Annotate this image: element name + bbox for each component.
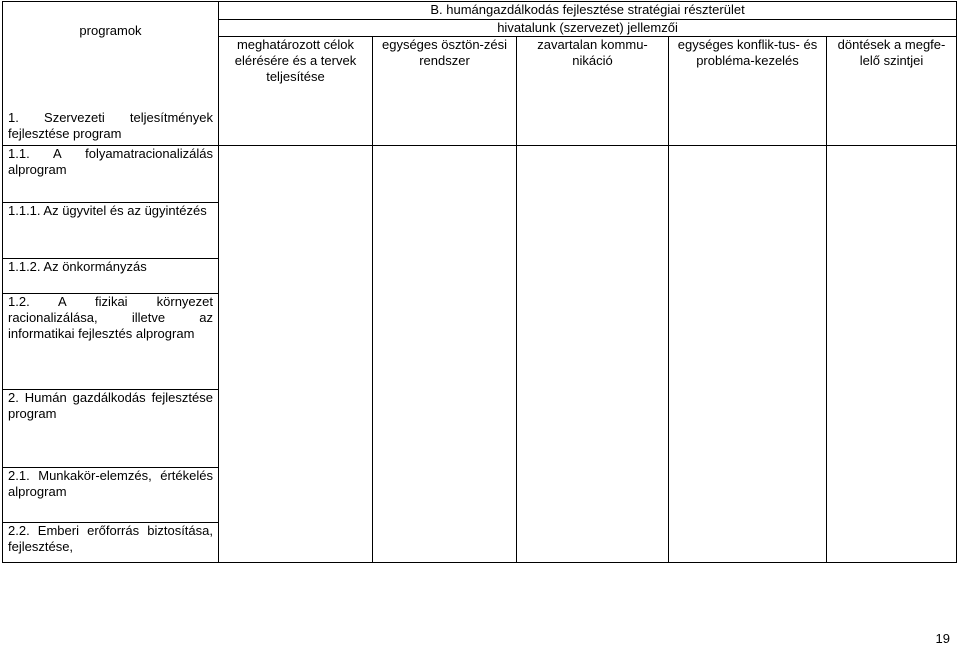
sub-header: hivatalunk (szervezet) jellemzői (219, 19, 957, 37)
column-header-conflict: egységes konflik-tus- és probléma-kezelés (669, 37, 827, 146)
table-cell (373, 146, 517, 563)
row-header: 1.1.1. Az ügyvitel és az ügyintézés (3, 203, 219, 259)
row-header: 1.1.2. Az önkormányzás (3, 259, 219, 294)
column-header-incentive: egységes ösztön-zési rendszer (373, 37, 517, 146)
table-cell (669, 146, 827, 563)
column-header-communication: zavartalan kommu-nikáció (517, 37, 669, 146)
corner-title: programok (79, 23, 142, 38)
row-header: 2.2. Emberi erőforrás biztosítása, fejlesztése, (3, 523, 219, 563)
table-cell (827, 146, 957, 563)
column-header-decisions: döntések a megfe-lelő szintjei (827, 37, 957, 146)
page-number: 19 (935, 631, 950, 646)
row-header: 1.2. A fizikai környezet racionalizálása, illetve az informatikai fejlesztés alprogram (3, 294, 219, 390)
row-header: 1.1. A folyamatracionalizálás alprogram (3, 146, 219, 203)
program-matrix-table (2, 1, 957, 563)
table-cell (517, 146, 669, 563)
row-header: 2. Humán gazdálkodás fejlesztése program (3, 390, 219, 468)
table-cell (219, 146, 373, 563)
table-corner-cell (3, 2, 219, 146)
row-header: 2.1. Munkakör-elemzés, értékelés alprogram (3, 468, 219, 523)
main-header: B. humángazdálkodás fejlesztése stratégiai részterület (219, 2, 957, 20)
row-header-1: 1. Szervezeti teljesítmények fejlesztése program (8, 110, 213, 141)
column-header-goals: meghatározott célok elérésére és a tervek teljesítése (219, 37, 373, 146)
